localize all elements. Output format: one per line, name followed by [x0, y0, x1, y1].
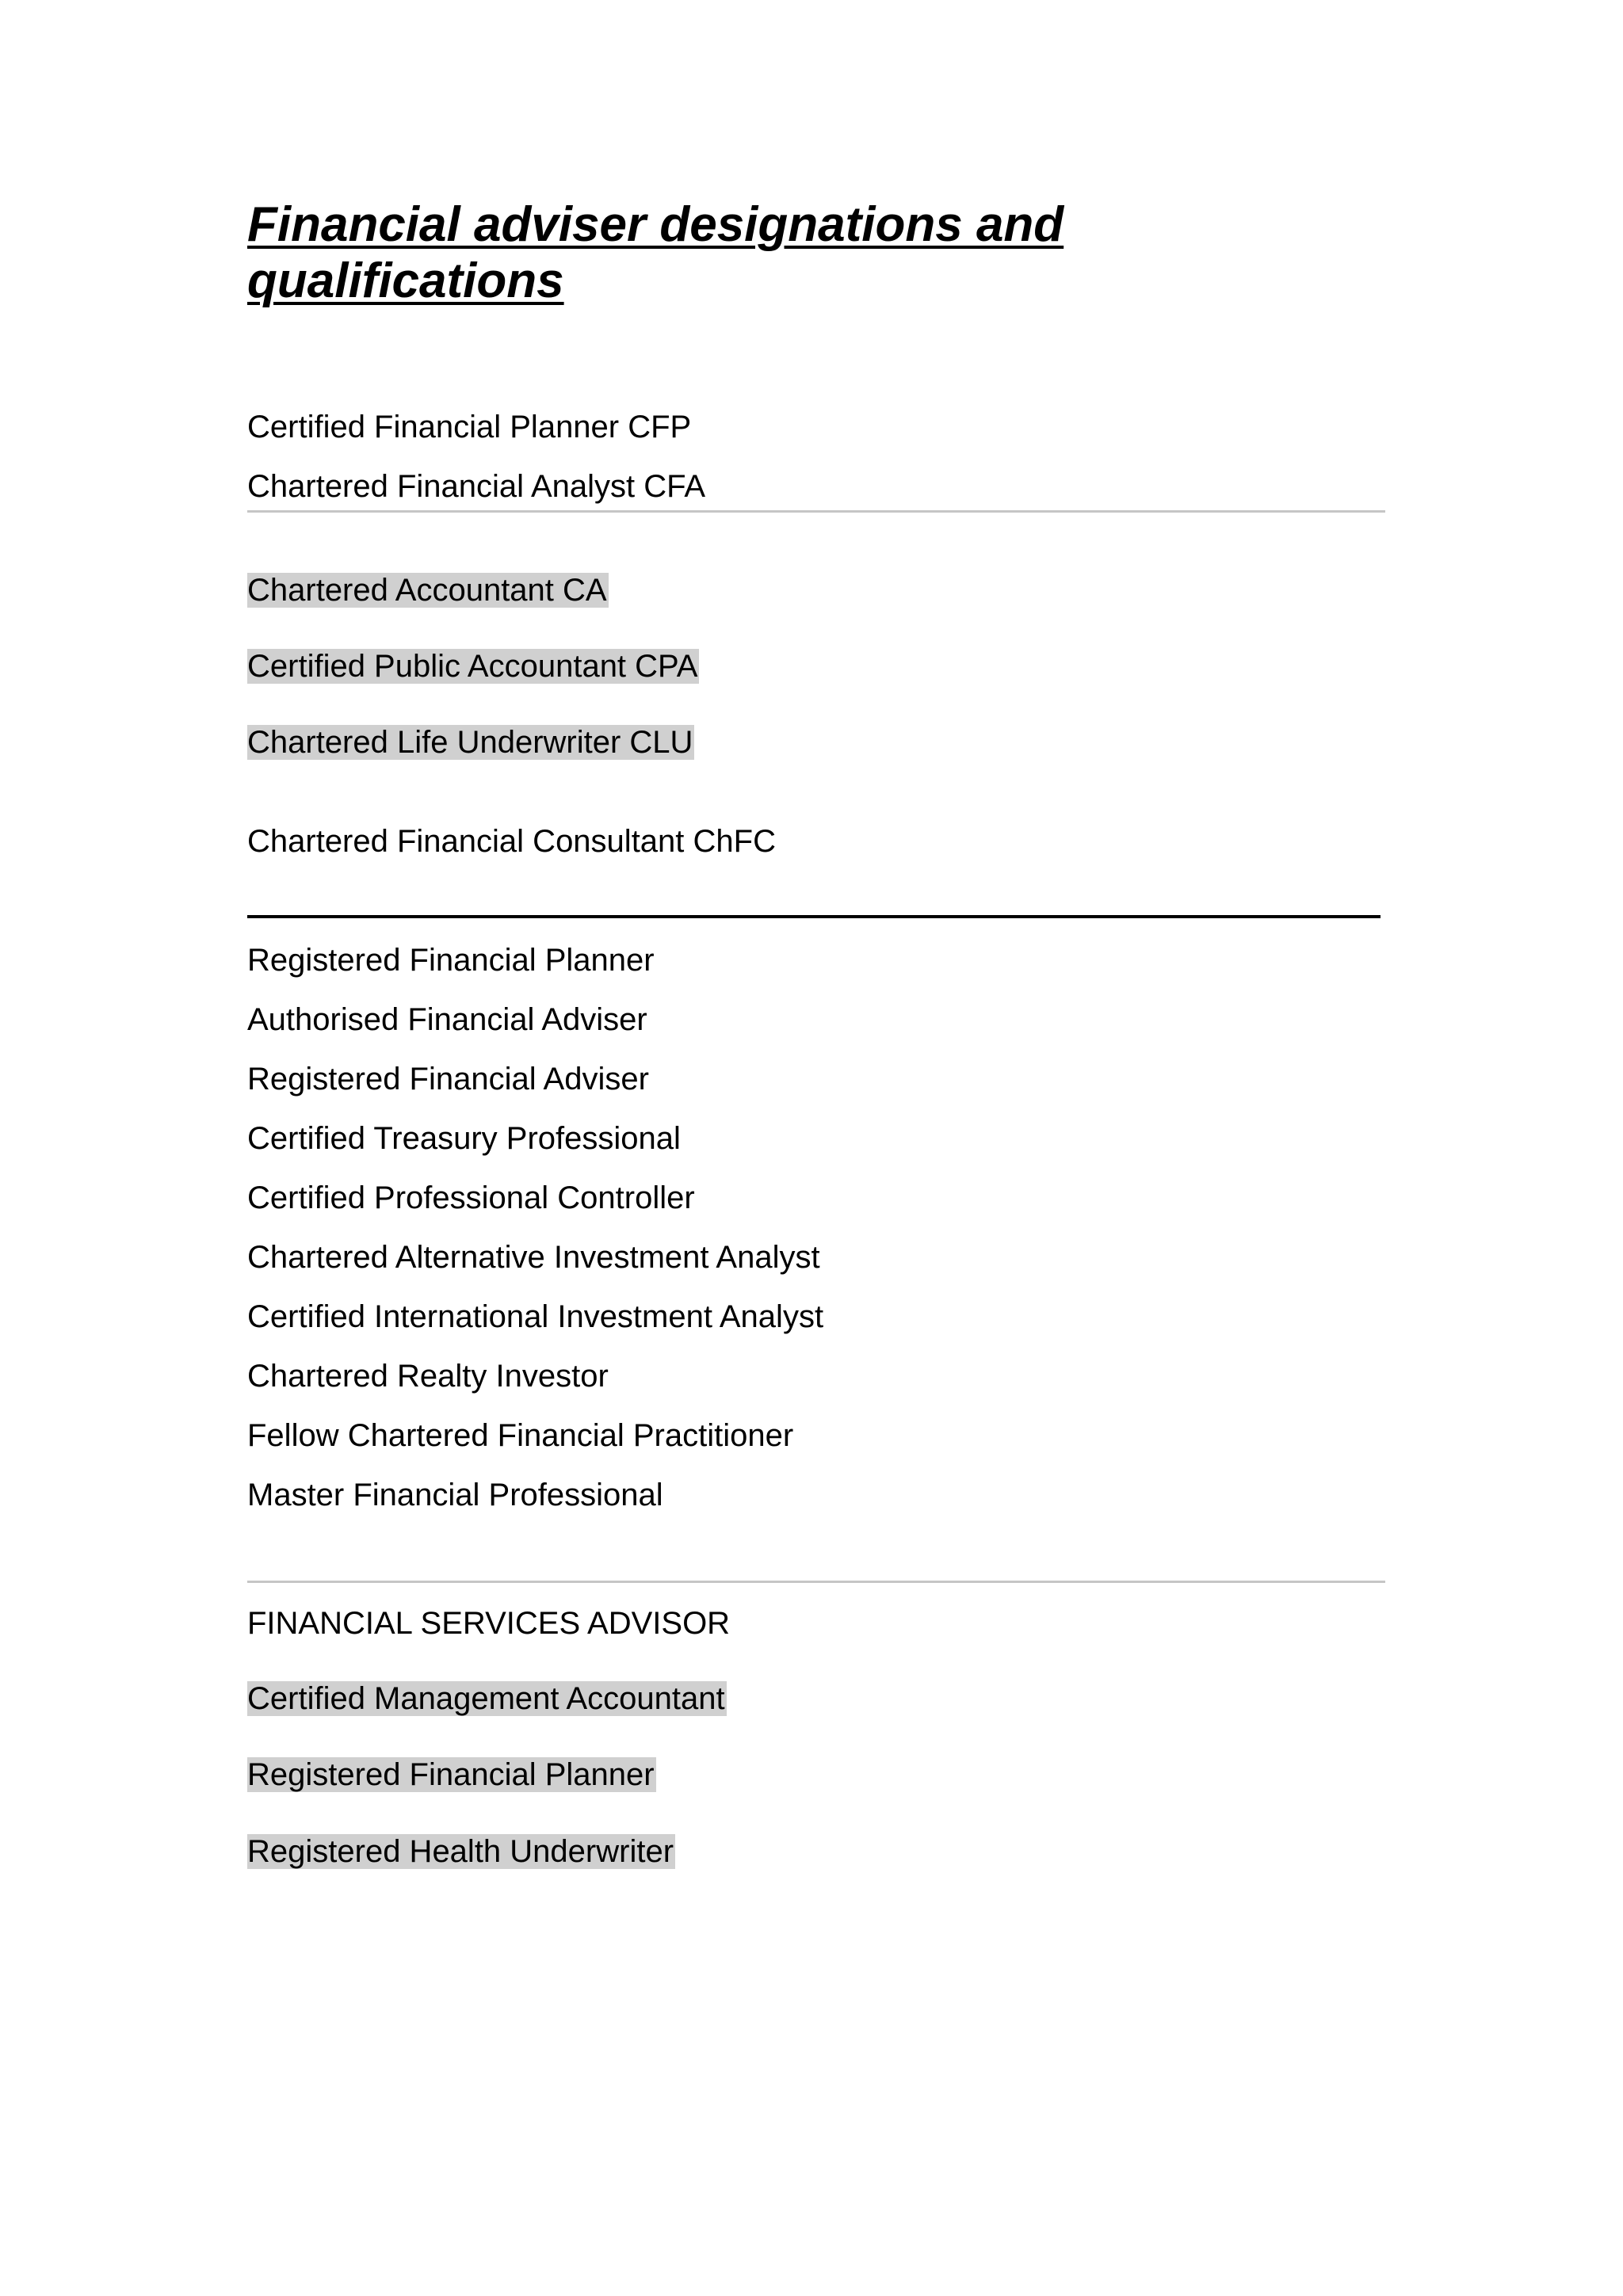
- designation-item: Chartered Realty Investor: [247, 1359, 609, 1394]
- designation-item: Fellow Chartered Financial Practitioner: [247, 1418, 794, 1453]
- designation-item: Chartered Financial Consultant ChFC: [247, 824, 776, 859]
- designation-item: [247, 1756, 656, 1793]
- designation-item: [247, 724, 694, 761]
- highlighted-text: Chartered Life Underwriter CLU: [247, 725, 693, 760]
- designation-item: [247, 1833, 675, 1870]
- highlighted-text: Registered Health Underwriter: [247, 1834, 674, 1869]
- designation-item: Chartered Alternative Investment Analyst: [247, 1240, 820, 1275]
- divider-line-thick: [247, 915, 1381, 918]
- designation-item: [247, 572, 609, 608]
- designation-item: Registered Financial Adviser: [247, 1062, 649, 1097]
- designation-item: Registered Financial Planner: [247, 943, 655, 978]
- designation-item: Authorised Financial Adviser: [247, 1002, 647, 1037]
- divider-line: [247, 1581, 1385, 1583]
- divider-line: [247, 510, 1385, 513]
- designation-item: Chartered Financial Analyst CFA: [247, 469, 706, 504]
- designation-item: Certified Treasury Professional: [247, 1121, 681, 1156]
- designation-item: [247, 1680, 727, 1717]
- designation-item: Certified Financial Planner CFP: [247, 410, 692, 444]
- designation-item: [247, 648, 699, 685]
- highlighted-text: Registered Financial Planner: [247, 1757, 655, 1792]
- designation-item: Master Financial Professional: [247, 1478, 663, 1512]
- highlighted-text: Certified Management Accountant: [247, 1681, 725, 1716]
- designation-item: Certified International Investment Analyst: [247, 1299, 824, 1334]
- document-title: Financial adviser designations and qualifications: [247, 197, 1064, 308]
- highlighted-text: Certified Public Accountant CPA: [247, 649, 698, 684]
- designation-item: Certified Professional Controller: [247, 1180, 695, 1215]
- section-heading: FINANCIAL SERVICES ADVISOR: [247, 1606, 731, 1641]
- highlighted-text: Chartered Accountant CA: [247, 573, 607, 608]
